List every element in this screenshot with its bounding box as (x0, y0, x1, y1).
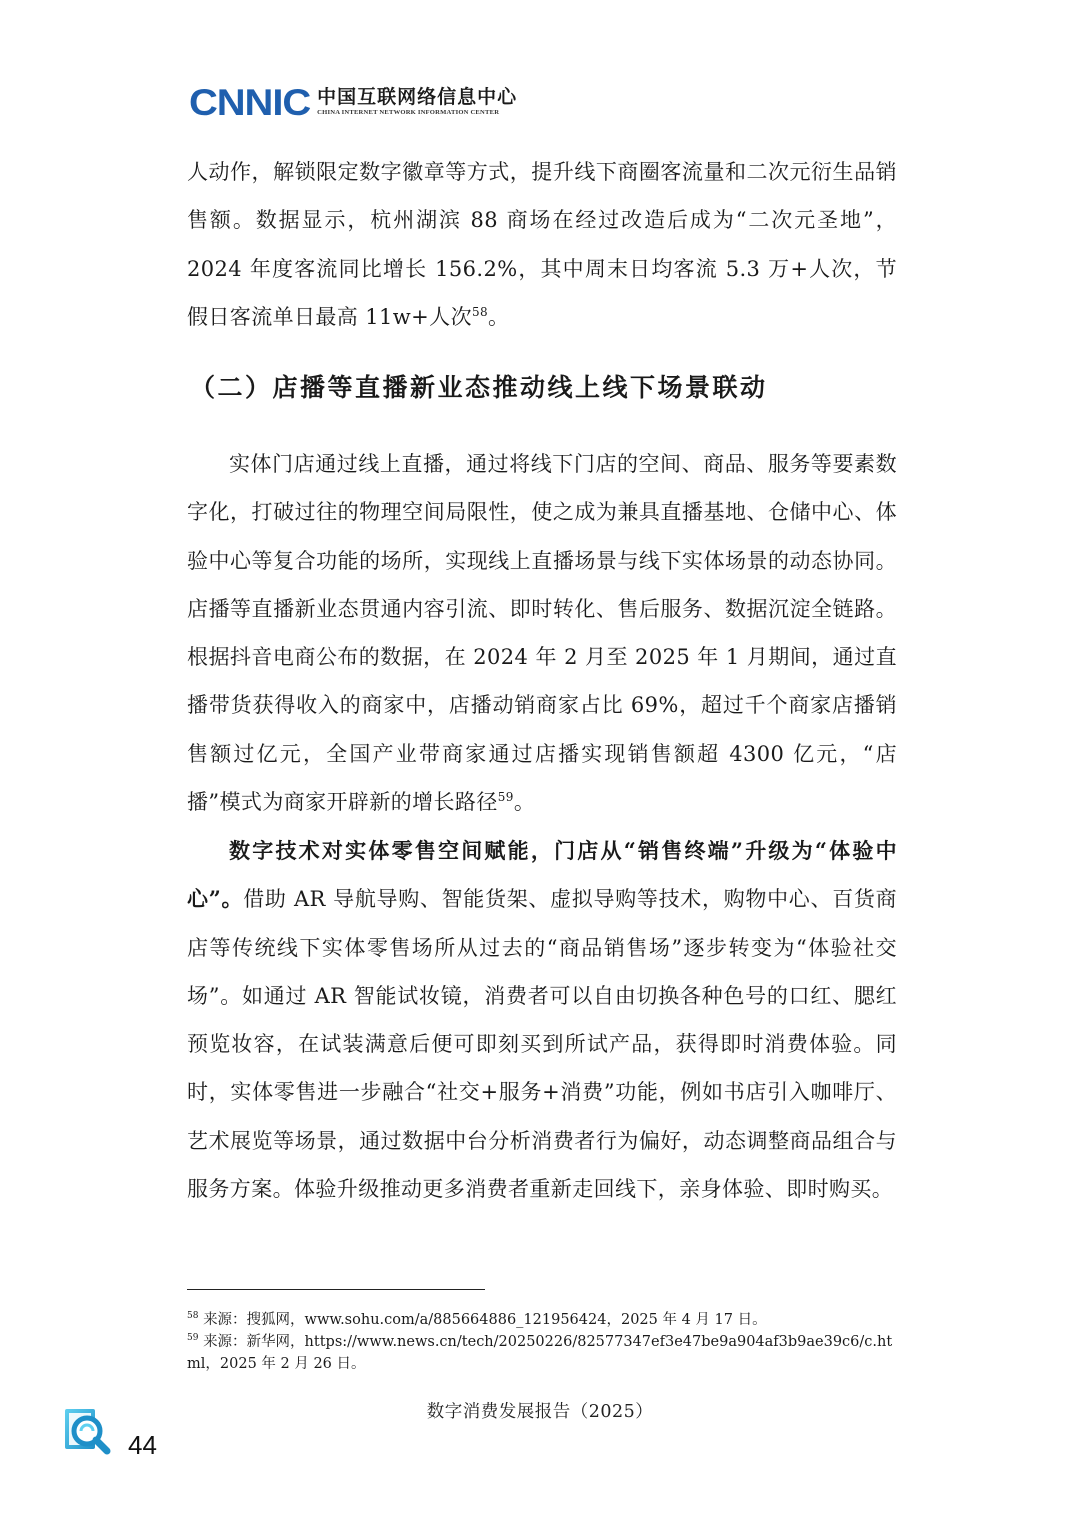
page-number: 44 (128, 1430, 157, 1460)
footnote-59-number: 59 (187, 1333, 199, 1344)
paragraph-2 (187, 440, 897, 826)
logo-chinese-name: 中国互联网络信息中心 (317, 86, 518, 109)
footnote-58 (187, 1309, 897, 1331)
footnotes (187, 1309, 897, 1375)
footnote-59-text[interactable]: 来源：新华网，https://www.news.cn/tech/20250226/82577347ef3e47be9a904af3b9ae39c6/c.html，2025 年 2 月 26 日。 (187, 1334, 893, 1372)
paragraph-2-text: 实体门店通过线上直播，通过将线下门店的空间、商品、服务等要素数字化，打破过往的物理空间局限性，使之成为兼具直播基地、仓储中心、体验中心等复合功能的场所，实现线上直播场景与线下实体场景的动态协同。店播等直播新业态贯通内容引流、即时转化、售后服务、数据沉淀全链路。根据抖音电商公布的数据，在 2024 年 2 月至 2025 年 1 月期间，通过直播带货获得收入的商家中，店播动销商家占比 69%，超过千个商家店播销售额过亿元，全国产业带商家通过店播实现销售额超 4300 亿元，“店播”模式为商家开辟新的增长路径 (187, 452, 897, 815)
logo-english-name: CHINA INTERNET NETWORK INFORMATION CENTER (317, 109, 500, 117)
report-title: 数字消费发展报告（2025） (426, 1402, 654, 1422)
paragraph-3-lead: 数字技术对实体零售空间赋能，门店从“销售终端”升级为“体验中心”。 (187, 838, 897, 912)
section-heading: （二）店播等直播新业态推动线上线下场景联动 (190, 373, 768, 402)
footnote-ref-59[interactable]: 59 (497, 790, 514, 805)
footnote-59 (187, 1331, 897, 1375)
paragraph-2-end: 。 (513, 790, 536, 815)
logo-text (317, 88, 517, 117)
paragraph-1-text: 人动作，解锁限定数字徽章等方式，提升线下商圈客流量和二次元衍生品销售额。数据显示，杭州湖滨 88 商场在经过改造后成为“二次元圣地”，2024 年度客流同比增长 156.2%，其中周末日均客流 5.3 万+人次，节假日客流单日最高 11w+人次 (187, 160, 897, 329)
footnote-ref-58[interactable]: 58 (471, 304, 489, 319)
logo-mark: CNNIC (189, 82, 311, 123)
paragraph-1-end: 。 (488, 304, 510, 329)
cnnic-logo (189, 84, 517, 121)
paragraph-1 (187, 148, 897, 341)
magnifier-report-icon (63, 1405, 113, 1455)
footnote-58-number: 58 (187, 1311, 199, 1322)
paragraph-3-text: 借助 AR 导航导购、智能货架、虚拟导购等技术，购物中心、百货商店等传统线下实体零售场所从过去的“商品销售场”逐步转变为“体验社交场”。如通过 AR 智能试妆镜，消费者可以自由切换各种色号的口红、腮红预览妆容，在试装满意后便可即刻买到所试产品，获得即时消费体验。同时，实体零售进一步融合“社交+服务+消费”功能，例如书店引入咖啡厅、艺术展览等场景，通过数据中台分析消费者行为偏好，动态调整商品组合与服务方案。体验升级推动更多消费者重新走回线下，亲身体验、即时购买。 (187, 887, 898, 1202)
footnote-divider (187, 1289, 485, 1290)
footnote-58-text[interactable]: 来源：搜狐网，www.sohu.com/a/885664886_121956424，2025 年 4 月 17 日。 (203, 1312, 767, 1328)
paragraph-3 (187, 827, 897, 1213)
